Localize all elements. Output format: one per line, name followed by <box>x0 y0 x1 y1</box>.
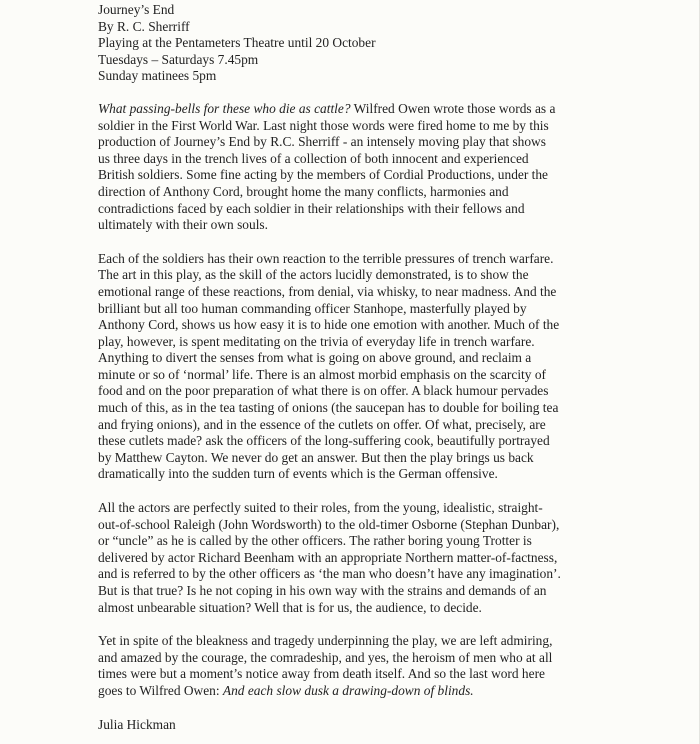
paragraph-line: dramatically into the sudden turn of events which is the German offensive. <box>98 466 498 482</box>
review-paragraph-3 <box>98 500 688 616</box>
paragraph-line: British soldiers. Some fine acting by the members of Cordial Productions, under the <box>98 167 548 183</box>
review-paragraph-4 <box>98 633 688 699</box>
paragraph-line: and is referred to by the other officers as ‘the man who doesn’t have any imagination’. <box>98 566 561 582</box>
play-matinees: Sunday matinees 5pm <box>98 68 217 84</box>
play-venue: Playing at the Pentameters Theatre until 20 October <box>98 35 376 51</box>
paragraph-line: by Matthew Cayton. We never do get an answer. But then the play brings us back <box>98 449 534 465</box>
paragraph-line: and amazed by the courage, the comradeship, and yes, the heroism of men who at all <box>98 649 553 665</box>
paragraph-line: Yet in spite of the bleakness and tragedy underpinning the play, we are left admiring, <box>98 633 553 649</box>
paragraph-line: The art in this play, as the skill of the actors lucidly demonstrated, is to show the <box>98 267 529 283</box>
paragraph-text: goes to Wilfred Owen: <box>98 682 223 698</box>
paragraph-line: All the actors are perfectly suited to their roles, from the young, idealistic, straight- <box>98 500 543 516</box>
paragraph-text: Wilfred Owen wrote those words as a <box>350 100 556 116</box>
paragraph-line: minute or so of ‘normal’ life. There is an almost morbid emphasis on the scarcity of <box>98 366 546 382</box>
paragraph-line: soldier in the First World War. Last night those words were fired home to me by this <box>98 117 549 133</box>
paragraph-line: us three days in the trench lives of a collection of both innocent and experienced <box>98 150 529 166</box>
paragraph-line: Anything to divert the senses from what is going on above ground, and reclaim a <box>98 350 532 366</box>
review-paragraph-2 <box>98 251 688 483</box>
paragraph-line: Anthony Cord, shows us how easy it is to hide one emotion with another. Much of the <box>98 317 560 333</box>
paragraph-line: these cutlets made? ask the officers of the long-suffering cook, beautifully portrayed <box>98 433 550 449</box>
paragraph-line: or “uncle” as he is called by the other officers. The rather boring young Trotter is <box>98 533 532 549</box>
paragraph-line: food and on the poor preparation of what there is on offer. A black humour pervades <box>98 383 549 399</box>
paragraph-line: But is that true? Is he not coping in his own way with the strains and demands of an <box>98 583 547 598</box>
paragraph-line: out-of-school Raleigh (John Wordsworth) to the old-timer Osborne (Stephan Dunbar), <box>98 516 560 532</box>
paragraph-line: production of Journey’s End by R.C. Sherriff - an intensely moving play that shows <box>98 134 546 150</box>
paragraph-line <box>98 683 688 700</box>
paragraph-line: play, however, is spent meditating on the trivia of everyday life in trench warfare. <box>98 333 535 349</box>
play-title: Journey’s End <box>98 2 175 17</box>
play-info-header <box>98 2 688 85</box>
paragraph-line: delivered by actor Richard Beenham with an appropriate Northern matter-of-factness, <box>98 549 558 565</box>
paragraph-line: Each of the soldiers has their own reaction to the terrible pressures of trench warfare. <box>98 250 554 266</box>
owen-quote-closing: And each slow dusk a drawing-down of blinds. <box>222 682 474 698</box>
play-schedule: Tuesdays – Saturdays 7.45pm <box>98 51 259 67</box>
paragraph-line: almost unbearable situation? Well that is for us, the audience, to decide. <box>98 599 482 615</box>
play-author: By R. C. Sherriff <box>98 18 190 34</box>
paragraph-line: and frying onions), and in the essence of the cutlets on offer. Of what, precisely, are <box>98 416 546 432</box>
paragraph-line: much of this, as in the tea tasting of onions (the saucepan has to double for boiling tea <box>98 400 559 416</box>
review-document <box>98 2 688 733</box>
review-paragraph-1 <box>98 101 688 234</box>
paragraph-line: contradictions faced by each soldier in their relationships with their fellows and <box>98 200 525 216</box>
paragraph-line: times were but a moment’s notice away from death itself. And so the last word here <box>98 666 545 682</box>
owen-quote-opening: What passing-bells for these who die as cattle? <box>98 100 351 116</box>
paragraph-line: direction of Anthony Cord, brought home the many conflicts, harmonies and <box>98 183 509 199</box>
paragraph-line: emotional range of these reactions, from denial, via whisky, to near madness. And the <box>98 283 557 299</box>
paragraph-line: ultimately with their own souls. <box>98 217 268 233</box>
paragraph-line: brilliant but all too human commanding officer Stanhope, masterfully played by <box>98 300 527 316</box>
paragraph-line <box>98 101 688 118</box>
author-signature: Julia Hickman <box>98 716 176 732</box>
